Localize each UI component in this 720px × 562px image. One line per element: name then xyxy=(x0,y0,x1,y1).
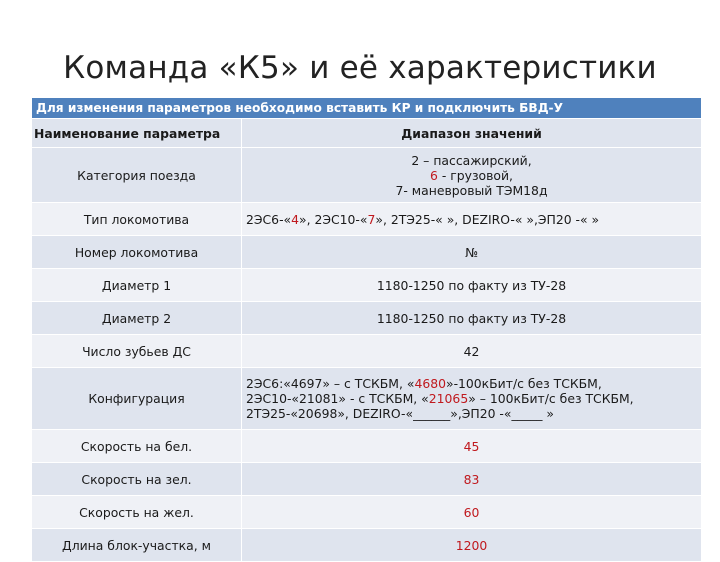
value-text: 2ТЭ25-«20698», DEZIRO-«______»,ЭП20 -«_____ » xyxy=(246,406,554,421)
highlighted-value: 83 xyxy=(463,471,480,487)
value-text: », 2ТЭ25-« », DEZIRO-« »,ЭП20 -« » xyxy=(375,211,600,227)
parameter-name-cell: Длина блок-участка, м xyxy=(32,529,242,562)
parameter-name-cell: Категория поезда xyxy=(32,148,242,203)
value-text: 7- маневровый ТЭМ18д xyxy=(395,182,548,198)
value-line xyxy=(246,344,697,359)
parameter-value-cell xyxy=(242,529,702,562)
table-row xyxy=(32,148,702,203)
parameter-value-cell xyxy=(242,368,702,430)
parameter-value-cell xyxy=(242,463,702,496)
parameters-table xyxy=(31,97,702,562)
parameter-value-cell xyxy=(242,430,702,463)
value-line xyxy=(246,376,697,391)
value-text: 2ЭС6:«4697» – с ТСКБМ, « xyxy=(246,376,415,391)
value-line xyxy=(246,183,697,198)
value-line xyxy=(246,278,697,293)
value-line xyxy=(246,153,697,168)
table-row xyxy=(32,302,702,335)
table-row xyxy=(32,463,702,496)
parameter-name-cell: Номер локомотива xyxy=(32,236,242,269)
instruction-banner: Для изменения параметров необходимо вставить КР и подключить БВД-У xyxy=(32,98,702,119)
parameter-name-cell: Число зубьев ДС xyxy=(32,335,242,368)
header-parameter-name: Наименование параметра xyxy=(32,119,242,148)
table-row xyxy=(32,335,702,368)
value-text: »-100кБит/с без ТСКБМ, xyxy=(445,376,602,391)
value-line xyxy=(246,311,697,326)
parameter-value-cell xyxy=(242,236,702,269)
value-text: » – 100кБит/с без ТСКБМ, xyxy=(468,391,634,406)
header-value-range: Диапазон значений xyxy=(242,119,702,148)
value-text: 1180-1250 по факту из ТУ-28 xyxy=(376,277,567,293)
value-text: 42 xyxy=(463,343,480,359)
highlighted-value: 1200 xyxy=(455,537,488,553)
highlighted-value: 4680 xyxy=(414,376,446,391)
parameter-value-cell xyxy=(242,335,702,368)
value-line xyxy=(246,406,697,421)
highlighted-value: 6 xyxy=(430,167,438,183)
value-text: 2ЭС6-« xyxy=(246,211,292,227)
parameter-name-cell: Диаметр 2 xyxy=(32,302,242,335)
parameter-value-cell xyxy=(242,148,702,203)
table-row xyxy=(32,203,702,236)
highlighted-value: 7 xyxy=(367,211,376,227)
table-row xyxy=(32,236,702,269)
value-text: 2ЭС10-«21081» - с ТСКБМ, « xyxy=(246,391,429,406)
value-text: 2 – пассажирский, xyxy=(411,152,532,168)
table-row xyxy=(32,368,702,430)
instruction-banner-row xyxy=(32,98,702,119)
value-text: », 2ЭС10-« xyxy=(299,211,368,227)
parameter-value-cell xyxy=(242,302,702,335)
value-line xyxy=(246,439,697,454)
value-line xyxy=(246,245,697,260)
value-text: - грузовой, xyxy=(437,167,513,183)
value-line xyxy=(246,472,697,487)
parameter-name-cell: Скорость на бел. xyxy=(32,430,242,463)
parameter-name-cell: Скорость на жел. xyxy=(32,496,242,529)
table-row xyxy=(32,269,702,302)
value-text: № xyxy=(465,244,478,260)
table-row xyxy=(32,529,702,562)
parameter-name-cell: Конфигурация xyxy=(32,368,242,430)
parameter-value-cell xyxy=(242,269,702,302)
table-row xyxy=(32,496,702,529)
parameter-name-cell: Диаметр 1 xyxy=(32,269,242,302)
parameter-name-cell: Тип локомотива xyxy=(32,203,242,236)
parameter-name-cell: Скорость на зел. xyxy=(32,463,242,496)
value-line xyxy=(246,391,697,406)
highlighted-value: 60 xyxy=(463,504,480,520)
parameter-value-cell xyxy=(242,496,702,529)
highlighted-value: 45 xyxy=(463,438,480,454)
value-text: 1180-1250 по факту из ТУ-28 xyxy=(376,310,567,326)
value-line xyxy=(246,212,697,227)
slide-title: Команда «К5» и её характеристики xyxy=(63,50,657,86)
parameter-value-cell xyxy=(242,203,702,236)
value-line xyxy=(246,505,697,520)
table-header-row xyxy=(32,119,702,148)
value-line xyxy=(246,168,697,183)
highlighted-value: 4 xyxy=(291,211,300,227)
table-row xyxy=(32,430,702,463)
highlighted-value: 21065 xyxy=(428,391,469,406)
